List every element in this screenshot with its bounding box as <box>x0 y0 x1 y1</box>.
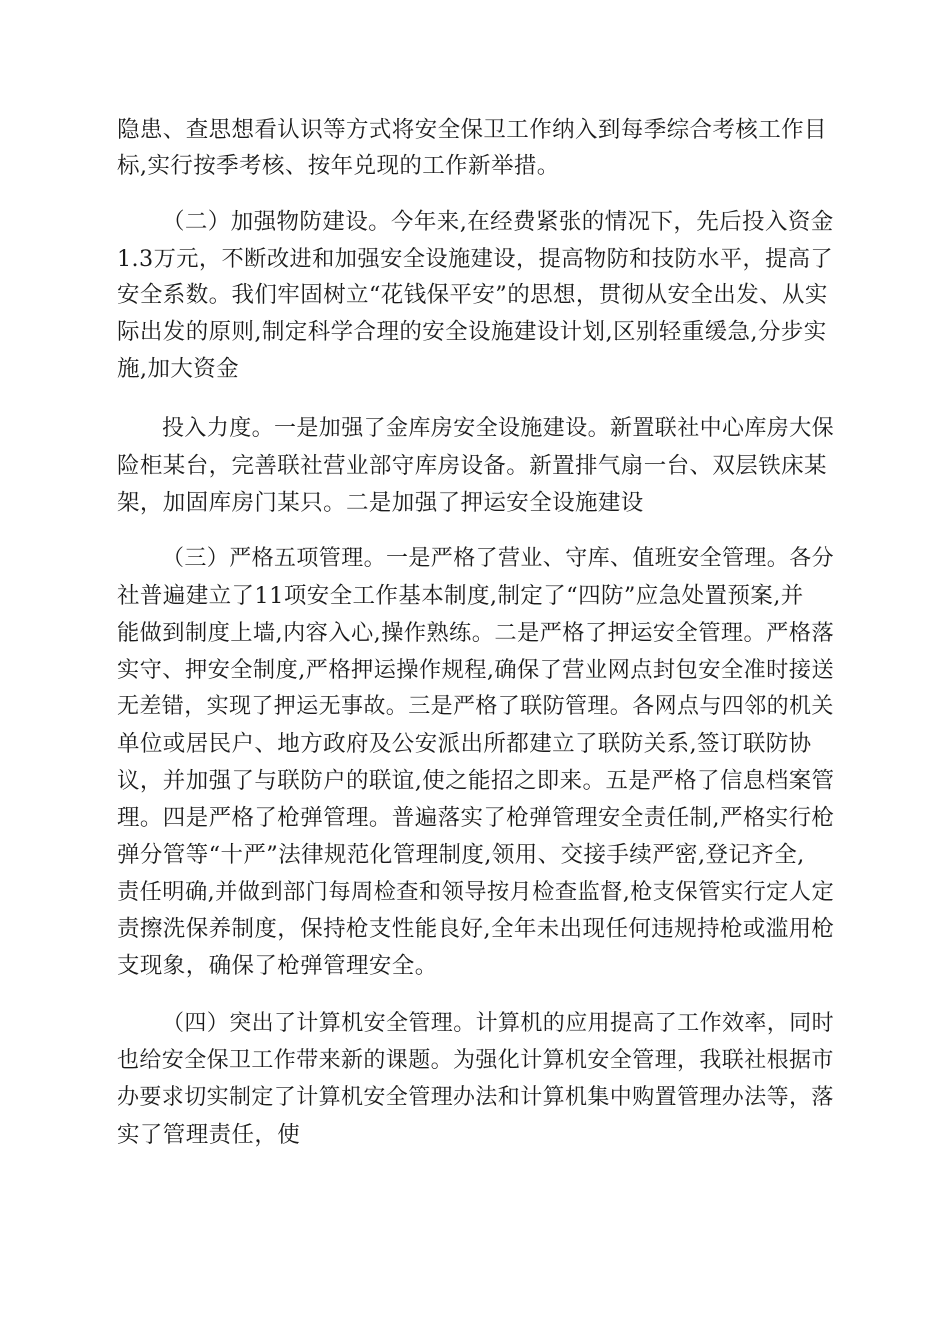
text-line: 无差错，实现了押运无事故。三是严格了联防管理。各网点与四邻的机关 <box>117 694 834 719</box>
text-line: 际出发的原则,制定科学合理的安全设施建设计划,区别轻重缓急,分步实 <box>117 319 827 345</box>
text-line: 办要求切实制定了计算机安全管理办法和计算机集中购置管理办法等，落 <box>117 1085 834 1110</box>
paragraph-first-line: 投入力度。一是加强了金库房安全设施建设。新置联社中心库房大保 <box>162 416 835 441</box>
text-line: 实守、押安全制度,严格押运操作规程,确保了营业网点封包安全准时接送 <box>117 657 835 683</box>
text-line: 理。四是严格了枪弹管理。普遍落实了枪弹管理安全责任制,严格实行枪 <box>117 805 835 831</box>
text-line: 架，加固库房门某只。二是加强了押运安全设施建设 <box>117 490 644 516</box>
text-line: 责擦洗保养制度，保持枪支性能良好,全年未出现任何违规持枪或滥用枪 <box>117 916 835 942</box>
text-line: 议，并加强了与联防户的联谊,使之能招之即来。五是严格了信息档案管 <box>117 768 835 794</box>
text-line: 也给安全保卫工作带来新的课题。为强化计算机安全管理，我联社根据市 <box>117 1048 834 1073</box>
paragraph-heading-line: （四）突出了计算机安全管理。计算机的应用提高了工作效率，同时 <box>162 1011 835 1036</box>
text-line: 社普遍建立了11项安全工作基本制度,制定了“四防”应急处置预案,并 <box>117 583 804 609</box>
text-line: 险柜某台，完善联社营业部守库房设备。新置排气扇一台、双层铁床某 <box>117 453 827 479</box>
text-line: 1.3万元，不断改进和加强安全设施建设，提高物防和技防水平，提高了 <box>117 246 834 272</box>
text-line: 责任明确,并做到部门每周检查和领导按月检查监督,枪支保管实行定人定 <box>117 879 835 905</box>
text-line: 安全系数。我们牢固树立“花钱保平安”的思想，贯彻从安全出发、从实 <box>117 282 828 308</box>
text-line: 实了管理责任，使 <box>117 1122 301 1148</box>
paragraph-heading-line: （三）严格五项管理。一是严格了营业、守库、值班安全管理。各分 <box>162 546 835 571</box>
text-line: 弹分管等“十严”法律规范化管理制度,领用、交接手续严密,登记齐全, <box>117 842 805 868</box>
paragraph-heading-line: （二）加强物防建设。今年来,在经费紧张的情况下，先后投入资金 <box>162 209 834 235</box>
text-line: 单位或居民户、地方政府及公安派出所都建立了联防关系,签订联防协 <box>117 731 812 757</box>
text-line: 施,加大资金 <box>117 356 240 382</box>
text-line: 标,实行按季考核、按年兑现的工作新举措。 <box>117 153 560 179</box>
text-line: 隐患、查思想看认识等方式将安全保卫工作纳入到每季综合考核工作目 <box>117 117 827 143</box>
text-line: 支现象，确保了枪弹管理安全。 <box>117 953 438 979</box>
text-line: 能做到制度上墙,内容入心,操作熟练。二是严格了押运安全管理。严格落 <box>117 620 835 646</box>
